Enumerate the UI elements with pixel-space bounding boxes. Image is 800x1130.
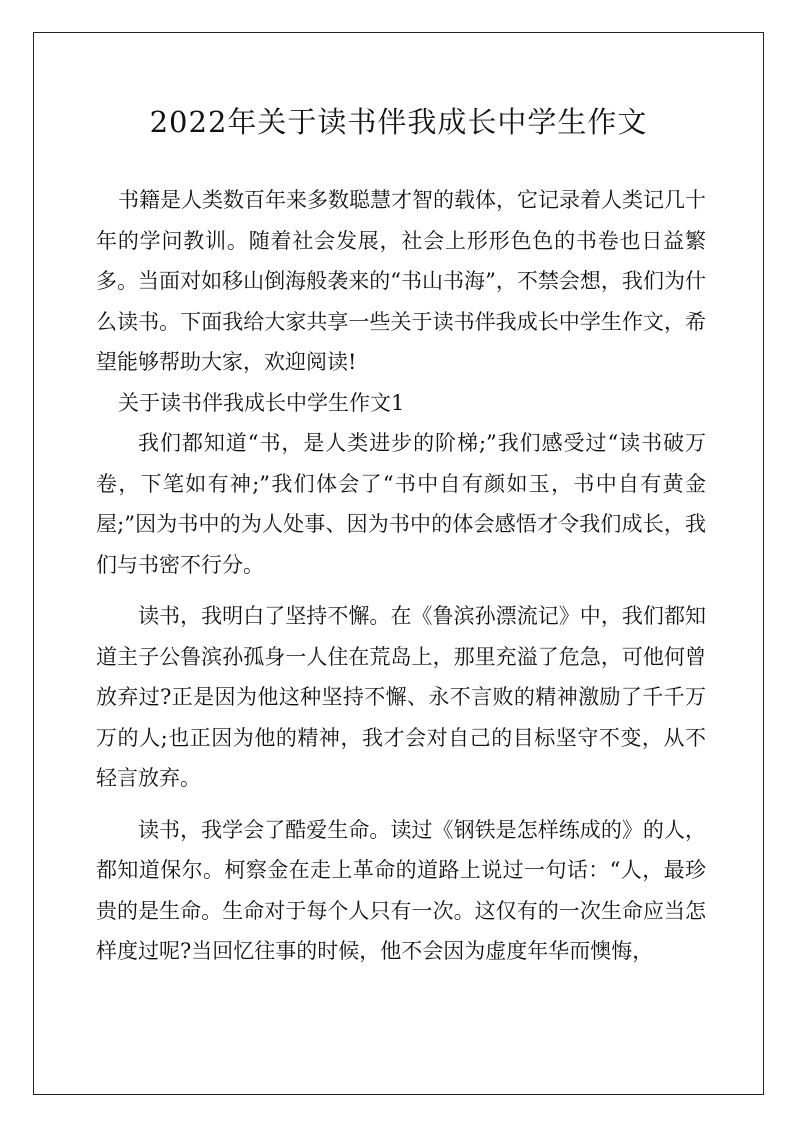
intro-paragraph: 书籍是人类数百年来多数聪慧才智的载体，它记录着人类记几十年的学问教训。随着社会发展，社会上形形色色的书卷也日益繁多。当面对如移山倒海般袭来的“书山书海”，不禁会想，我们为什么读书。下面我给大家共享一些关于读书伴我成长中学生作文，希望能够帮助大家，欢迎阅读! [96,188,706,374]
document-title: 2022年关于读书伴我成长中学生作文 [149,105,648,139]
essay-paragraph-3: 读书，我学会了酷爱生命。读过《钢铁是怎样练成的》的人，都知道保尔。柯察金在走上革命的道路上说过一句话：“人，最珍贵的是生命。生命对于每个人只有一次。这仅有的一次生命应当怎样度过呢?当回忆往事的时候，他不会因为虚度年华而懊悔， [96,817,706,963]
document-body [96,180,706,972]
essay-paragraph-1: 我们都知道“书，是人类进步的阶梯;”我们感受过“读书破万卷，下笔如有神;”我们体会了“书中自有颜如玉，书中自有黄金屋;”因为书中的为人处事、因为书中的体会感悟才令我们成长，我们与书密不行分。 [96,431,706,577]
essay-heading: 关于读书伴我成长中学生作文1 [118,390,405,415]
essay-paragraph-2: 读书，我明白了坚持不懈。在《鲁滨孙漂流记》中，我们都知道主子公鲁滨孙孤身一人住在荒岛上，那里充溢了危急，可他何曾放弃过?正是因为他这种坚持不懈、永不言败的精神激励了千千万万的人;也正因为他的精神，我才会对自己的目标坚守不变，从不轻言放弃。 [96,604,706,790]
